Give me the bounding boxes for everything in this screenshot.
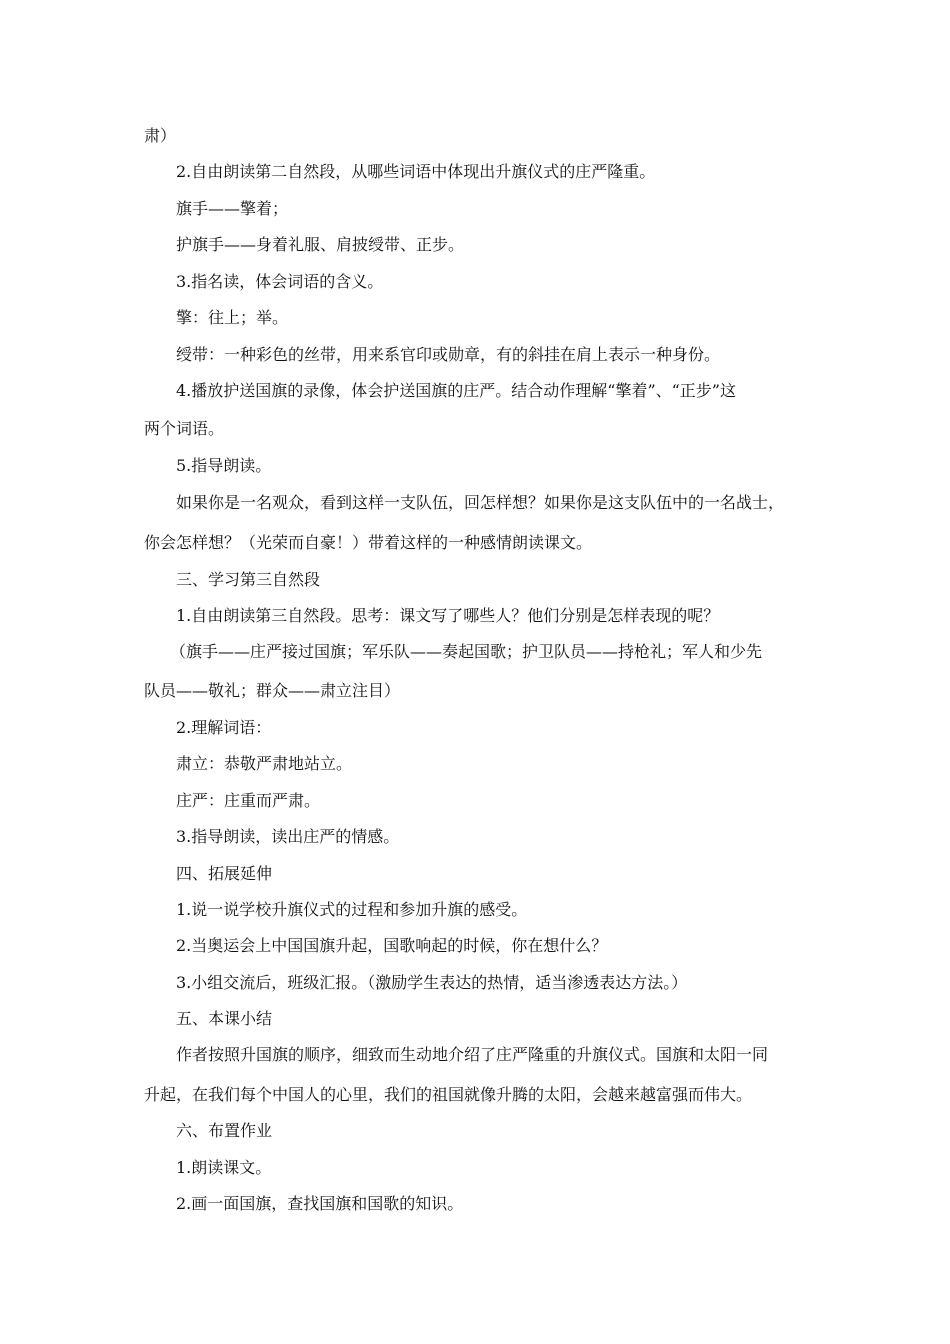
text-line-step-4-cont: 两个词语。 <box>144 419 225 438</box>
text-line-flag-guard: 护旗手——身着礼服、肩披绶带、正步。 <box>176 235 465 254</box>
section-heading-3: 三、学习第三自然段 <box>176 570 321 589</box>
section-heading-5: 五、本课小结 <box>176 1009 273 1028</box>
section-heading-4: 四、拓展延伸 <box>176 864 273 883</box>
text-line-continuation: 肃） <box>144 126 177 145</box>
text-line-flag-bearer: 旗手——擎着； <box>176 199 289 218</box>
text-line-definition-shoudai: 绶带：一种彩色的丝带，用来系官印或勋章，有的斜挂在肩上表示一种身份。 <box>176 345 721 364</box>
text-line-hw-2: 2.画一面国旗，查找国旗和国歌的知识。 <box>176 1194 464 1213</box>
text-line-definition-zhuangyan: 庄严：庄重而严肃。 <box>176 791 321 810</box>
text-line-hw-1: 1.朗读课文。 <box>176 1158 272 1177</box>
text-line-step-3: 3.指名读，体会词语的含义。 <box>176 272 384 291</box>
text-line-s3-step-3: 3.指导朗读，读出庄严的情感。 <box>176 827 400 846</box>
text-line-step-2: 2.自由朗读第二自然段，从哪些词语中体现出升旗仪式的庄严隆重。 <box>176 162 656 181</box>
text-line-audience-question: 如果你是一名观众，看到这样一支队伍，回怎样想？如果你是这支队伍中的一名战士， <box>176 493 785 512</box>
text-line-s4-step-2: 2.当奥运会上中国国旗升起，国歌响起的时候，你在想什么？ <box>176 936 608 955</box>
text-line-s3-step-1: 1.自由朗读第三自然段。思考：课文写了哪些人？他们分别是怎样表现的呢？ <box>176 606 720 625</box>
text-line-s4-step-1: 1.说一说学校升旗仪式的过程和参加升旗的感受。 <box>176 900 528 919</box>
text-line-s3-step-2: 2.理解词语： <box>176 718 272 737</box>
text-line-s3-roles-cont: 队员——敬礼；群众——肃立注目） <box>144 681 401 700</box>
text-line-summary-cont: 升起，在我们每个中国人的心里，我们的祖国就像升腾的太阳，会越来越富强而伟大。 <box>144 1085 753 1104</box>
text-line-step-4: 4.播放护送国旗的录像，体会护送国旗的庄严。结合动作理解“擎着”、“正步”这 <box>176 381 736 400</box>
text-line-summary: 作者按照升国旗的顺序，细致而生动地介绍了庄严隆重的升旗仪式。国旗和太阳一同 <box>176 1045 769 1064</box>
text-line-s3-roles: （旗手——庄严接过国旗；军乐队——奏起国歌；护卫队员——持枪礼；军人和少先 <box>170 642 763 661</box>
text-line-audience-question-cont: 你会怎样想？（光荣而自豪！）带着这样的一种感情朗读课文。 <box>144 533 593 552</box>
text-line-definition-qing: 擎：往上；举。 <box>176 308 289 327</box>
text-line-s4-step-3: 3.小组交流后，班级汇报。（激励学生表达的热情，适当渗透表达方法。） <box>176 973 688 992</box>
text-line-step-5: 5.指导朗读。 <box>176 456 272 475</box>
text-line-definition-suli: 肃立：恭敬严肃地站立。 <box>176 754 353 773</box>
section-heading-6: 六、布置作业 <box>176 1121 273 1140</box>
